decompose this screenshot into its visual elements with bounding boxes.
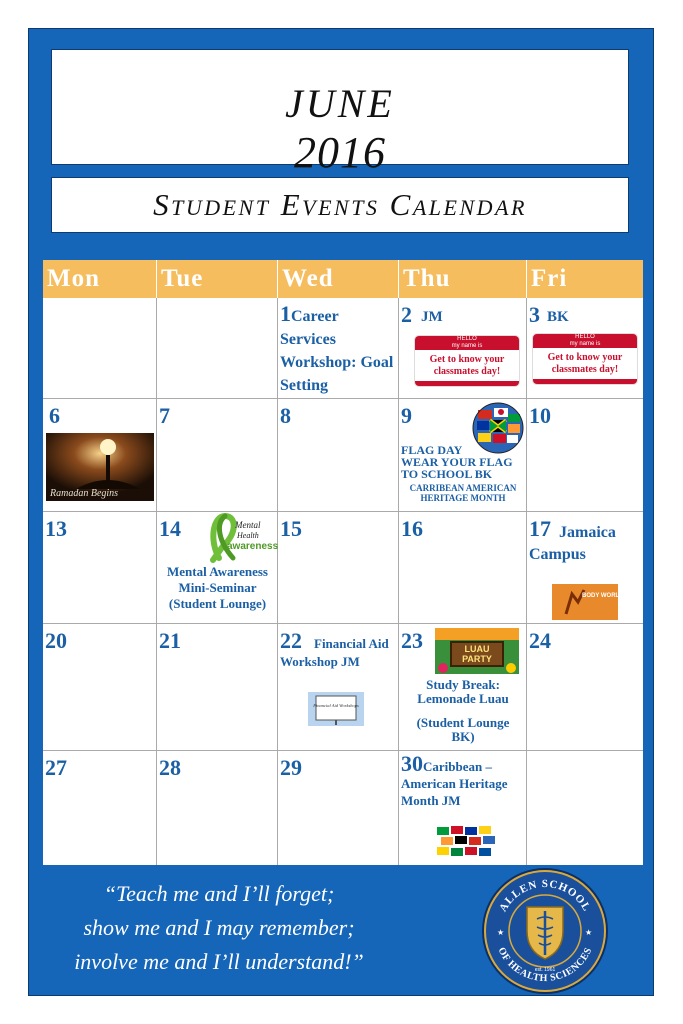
svg-text:awareness: awareness — [227, 541, 279, 552]
day-cell-2: 2 JM HELLO my name is Get to know your classmates day! — [399, 298, 527, 399]
day-cell-24: 24 — [527, 624, 643, 751]
day-cell-15: 15 — [278, 512, 399, 624]
career-services-event: 1Career Services Workshop: Goal Setting — [280, 301, 394, 394]
day-cell-23: 23 LUAU PARTY Study Break: Lemonade Luau (Student Lounge BK) — [399, 624, 527, 751]
day-cell-17: 17 Jamaica Campus BODY WORLDS — [527, 512, 643, 624]
day-header-tue: Tue — [157, 260, 278, 298]
day-cell-8: 8 — [278, 399, 399, 512]
subtitle: Student Events Calendar — [153, 187, 527, 222]
day-cell-20: 20 — [43, 624, 157, 751]
day-cell-10: 10 — [527, 399, 643, 512]
caribbean-heritage-text: 30Caribbean – American Heritage Month JM — [401, 751, 508, 808]
mental-health-ribbon-icon — [201, 512, 279, 562]
svg-text:ALLEN SCHOOL: ALLEN SCHOOL — [497, 877, 593, 914]
day-cell-6: 6 Ramadan Begins — [43, 399, 157, 512]
day-cell-27: 27 — [43, 751, 157, 865]
day-cell — [157, 298, 278, 399]
day-cell-3: 3 BK HELLO my name is Get to know your classmates day! — [527, 298, 643, 399]
financial-aid-sign-image — [308, 692, 364, 726]
day-cell-28: 28 — [157, 751, 278, 865]
svg-text:Mental: Mental — [235, 520, 261, 530]
day-header-mon: Mon — [43, 260, 157, 298]
svg-text:est. 1961: est. 1961 — [534, 967, 556, 973]
day-cell — [43, 298, 157, 399]
financial-aid-text: Financial Aid Workshop JM — [280, 636, 389, 669]
day-cell-7: 7 — [157, 399, 278, 512]
luau-party-image — [435, 628, 519, 674]
svg-text:LUAU: LUAU — [464, 644, 490, 654]
name-tag-sticker: HELLO my name is Get to know your classmates day! — [415, 336, 519, 386]
mental-awareness-text: Mental Awareness Mini-Seminar (Student Lounge) — [167, 564, 268, 611]
month-title-box — [51, 49, 629, 177]
svg-text:BODY WORLDS: BODY WORLDS — [582, 593, 628, 599]
luau-text: Study Break: Lemonade Luau (Student Lounge BK) — [416, 677, 510, 744]
name-tag-sticker: HELLO my name is Get to know your classmates day! — [533, 334, 637, 384]
svg-text:PARTY: PARTY — [462, 654, 492, 664]
allen-school-logo — [481, 867, 609, 995]
flags-collage-image — [435, 825, 501, 857]
quote: “Teach me and I’ll forget; show me and I may remember; involve me and I’ll understand!” — [74, 881, 364, 974]
month-title: JUNE 2016 — [285, 81, 395, 177]
day-cell-21: 21 — [157, 624, 278, 751]
day-cell-9: 9 FLAG DAY WEAR YOUR FLAG TO SCHOOL BK CARRIBEAN AMERICAN HERITAGE MONTH — [399, 399, 527, 512]
svg-text:OF HEALTH SCIENCES: OF HEALTH SCIENCES — [495, 945, 595, 985]
calendar-frame — [28, 28, 654, 996]
day-cell-22: 22 Financial Aid Workshop JM Financial Aid Workshops — [278, 624, 399, 751]
day-cell-14: 14 Mental Health awareness Mental Awareness Mini-Seminar (Student Lounge) — [157, 512, 278, 624]
day-header-thu: Thu — [399, 260, 527, 298]
day-cell — [527, 751, 643, 865]
svg-text:Health: Health — [237, 531, 259, 540]
body-worlds-image — [552, 584, 628, 620]
calendar-grid — [43, 260, 643, 865]
day-cell-16: 16 — [399, 512, 527, 624]
jamaica-campus-text: Jamaica Campus — [529, 524, 616, 563]
day-header-fri: Fri — [527, 260, 643, 298]
ramadan-label: Ramadan Begins — [50, 488, 119, 499]
ramadan-image — [46, 433, 154, 501]
day-header-wed: Wed — [278, 260, 399, 298]
day-cell-29: 29 — [278, 751, 399, 865]
day-cell-30 — [399, 751, 527, 865]
day-cell-13: 13 — [43, 512, 157, 624]
svg-text:★: ★ — [497, 928, 505, 937]
day-cell-1 — [278, 298, 399, 399]
subtitle-box — [51, 177, 629, 233]
flag-day-text: FLAG DAY WEAR YOUR FLAG TO SCHOOL BK CARRIBEAN AMERICAN HERITAGE MONTH — [401, 443, 517, 503]
svg-text:Financial Aid Workshops: Financial Aid Workshops — [313, 703, 359, 708]
svg-text:★: ★ — [585, 928, 593, 937]
